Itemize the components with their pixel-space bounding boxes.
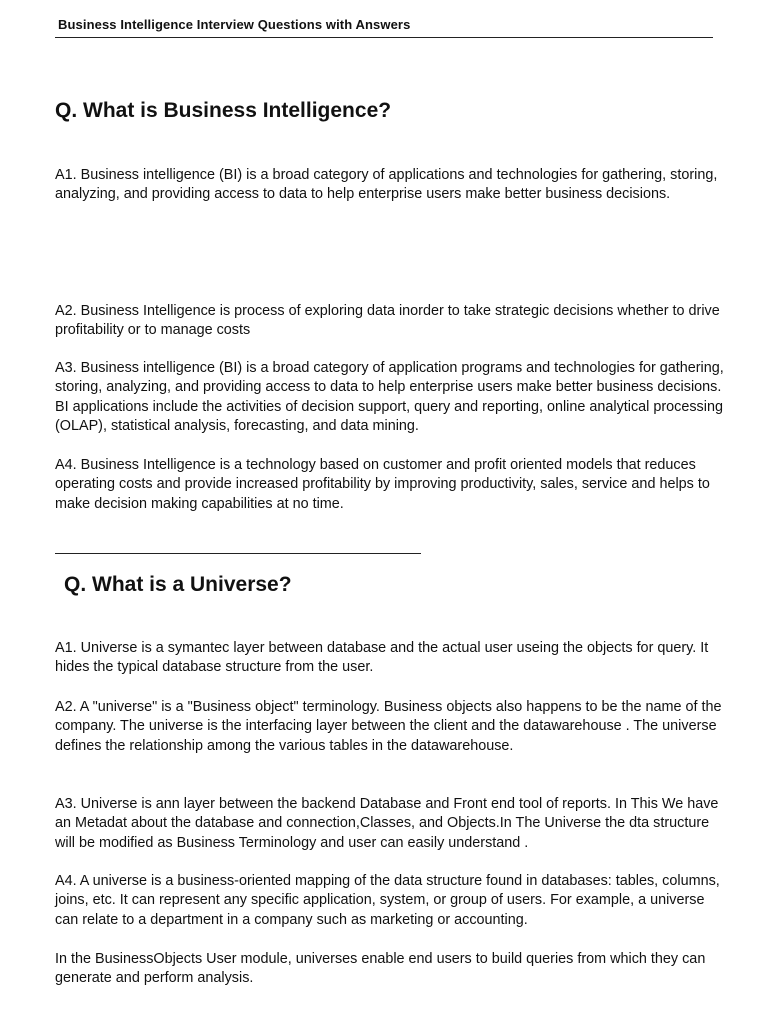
answer-paragraph: A2. Business Intelligence is process of exploring data inorder to take strategic decisions whether to drive profitability or to manage costs: [55, 303, 720, 339]
answer-paragraph: A2. A "universe" is a "Business object" terminology. Business objects also happens to be the name of the company. The universe is the interfacing layer between the client and the datawarehouse . The universe defines the relationship among the various tables in the datawarehouse.: [55, 699, 722, 754]
question-title-business-intelligence: Q. What is Business Intelligence?: [55, 99, 392, 122]
answer-paragraph: A1. Universe is a symantec layer between database and the actual user useing the objects for query. It hides the typical database structure from the user.: [55, 640, 709, 676]
answer-paragraph: A1. Business intelligence (BI) is a broad category of applications and technologies for gathering, storing, analyzing, and providing access to data to help enterprise users make better business decisions.: [55, 167, 718, 203]
question-title-universe: Q. What is a Universe?: [64, 573, 292, 596]
answer-paragraph: A3. Universe is ann layer between the backend Database and Front end tool of reports. In This We have an Metadat about the database and connection,Classes, and Objects.In The Universe the dta structure will be modified as Business Terminology and user can easily understand .: [55, 796, 719, 851]
answer-paragraph: In the BusinessObjects User module, universes enable end users to build queries from which they can generate and perform analysis.: [55, 951, 706, 987]
answer-paragraph: A3. Business intelligence (BI) is a broad category of application programs and technologies for gathering, storing, analyzing, and providing access to data to help enterprise users make better business decisions. BI applications include the activities of decision support, query and reporting, online analytical processing (OLAP), statistical analysis, forecasting, and data mining.: [55, 360, 724, 435]
answer-paragraph: A4. A universe is a business-oriented mapping of the data structure found in databases: tables, columns, joins, etc. It can represent any specific application, system, or group of users. For example, a universe can relate to a department in a company such as marketing or accounting.: [55, 873, 720, 928]
running-header: Business Intelligence Interview Questions with Answers: [58, 17, 411, 32]
header-divider: [55, 37, 713, 38]
section-divider: [55, 553, 421, 554]
answer-paragraph: A4. Business Intelligence is a technology based on customer and profit oriented models that reduces operating costs and provide increased profitability by improving productivity, sales, service and helps to make decision making capabilities at no time.: [55, 457, 710, 512]
